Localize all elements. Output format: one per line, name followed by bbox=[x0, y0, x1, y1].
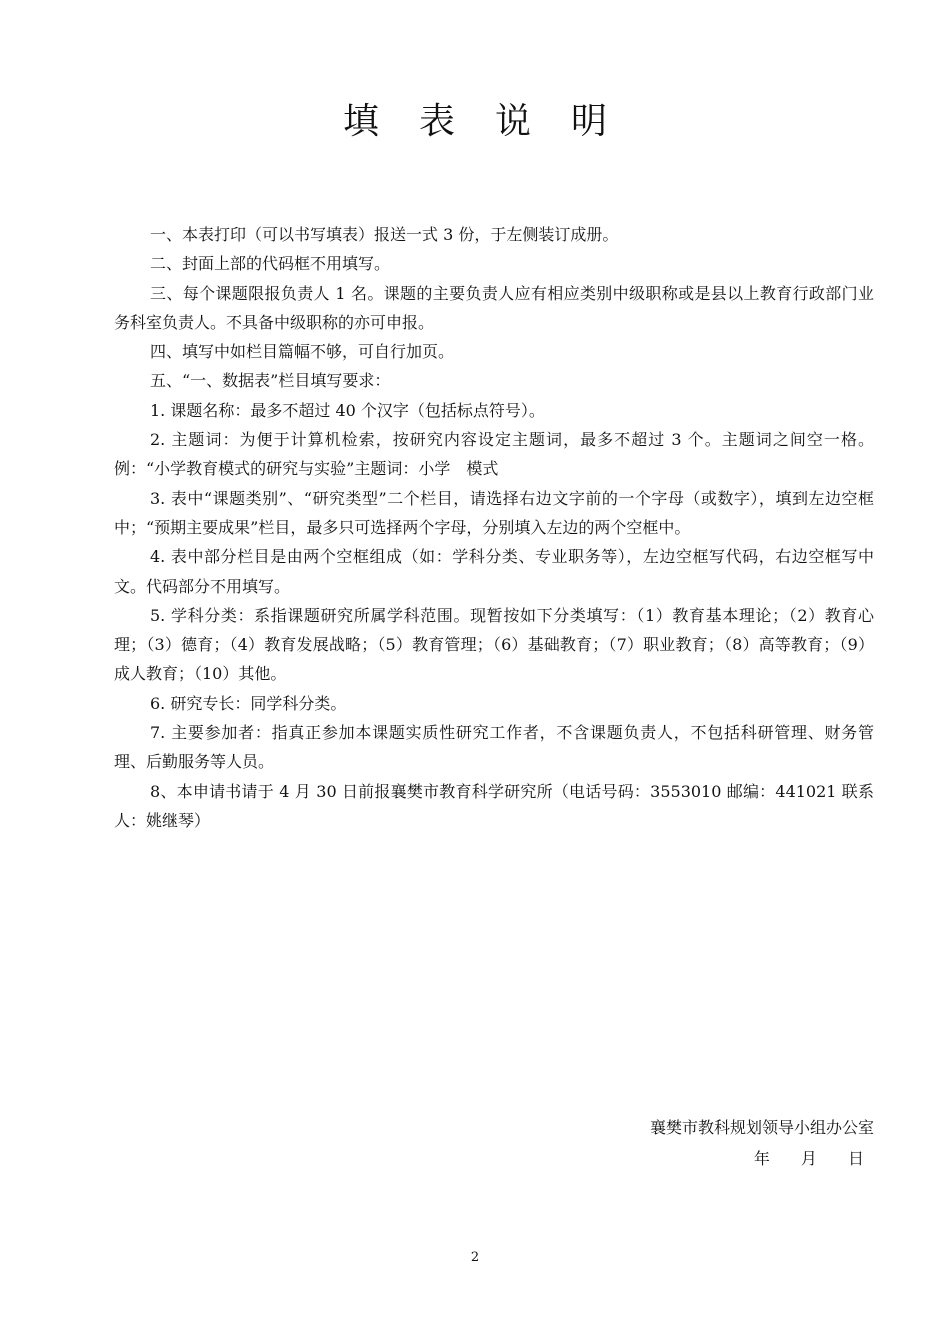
instruction-item-1: 一、本表打印（可以书写填表）报送一式 3 份，于左侧装订成册。 bbox=[150, 225, 619, 244]
page-number: 2 bbox=[470, 1250, 480, 1265]
instruction-item-5: 五、“一、数据表”栏目填写要求： bbox=[150, 371, 391, 391]
signature-office: 襄樊市教科规划领导小组办公室 bbox=[649, 1118, 874, 1137]
date-line: 年 月 日 bbox=[753, 1149, 864, 1168]
instruction-subitem-5: 5. 学科分类：系指课题研究所属学科范围。现暂按如下分类填写：（1）教育基本理论；（2）教育心理；（3）德育；（4）教育发展战略；（5）教育管理；（6）基础教育；（7）职业教育；（8）高等教育；（9）成人教育；（10）其他。 bbox=[114, 605, 874, 684]
instruction-item-8: 8、本申请书请于 4 月 30 日前报襄樊市教育科学研究所（电话号码：3553010 邮编：441021 联系人：姚继琴） bbox=[114, 781, 874, 830]
instruction-subitem-6: 6. 研究专长：同学科分类。 bbox=[150, 693, 347, 713]
instruction-subitem-7: 7. 主要参加者：指真正参加本课题实质性研究工作者，不含课题负责人，不包括科研管理、财务管理、后勤服务等人员。 bbox=[114, 723, 874, 772]
instruction-subitem-1: 1. 课题名称：最多不超过 40 个汉字（包括标点符号）。 bbox=[150, 400, 545, 420]
instructions-list bbox=[114, 220, 874, 835]
instruction-item-2: 二、封面上部的代码框不用填写。 bbox=[150, 254, 391, 274]
instruction-subitem-3: 3. 表中“课题类别”、“研究类型”二个栏目，请选择右边文字前的一个字母（或数字），填到左边空框中；“预期主要成果”栏目，最多只可选择两个字母，分别填入左边的两个空框中。 bbox=[114, 488, 874, 537]
instruction-subitem-4: 4. 表中部分栏目是由两个空框组成（如：学科分类、专业职务等），左边空框写代码，右边空框写中文。代码部分不用填写。 bbox=[114, 547, 874, 596]
instruction-item-4: 四、填写中如栏目篇幅不够，可自行加页。 bbox=[150, 342, 455, 362]
instruction-item-3: 三、每个课题限报负责人 1 名。课题的主要负责人应有相应类别中级职称或是县以上教育行政部门业务科室负责人。不具备中级职称的亦可申报。 bbox=[114, 283, 874, 332]
instruction-subitem-2: 2. 主题词：为便于计算机检索，按研究内容设定主题词，最多不超过 3 个。主题词之间空一格。例：“小学教育模式的研究与实验”主题词：小学 模式 bbox=[114, 430, 874, 479]
page-title: 填表说明 bbox=[342, 101, 647, 142]
